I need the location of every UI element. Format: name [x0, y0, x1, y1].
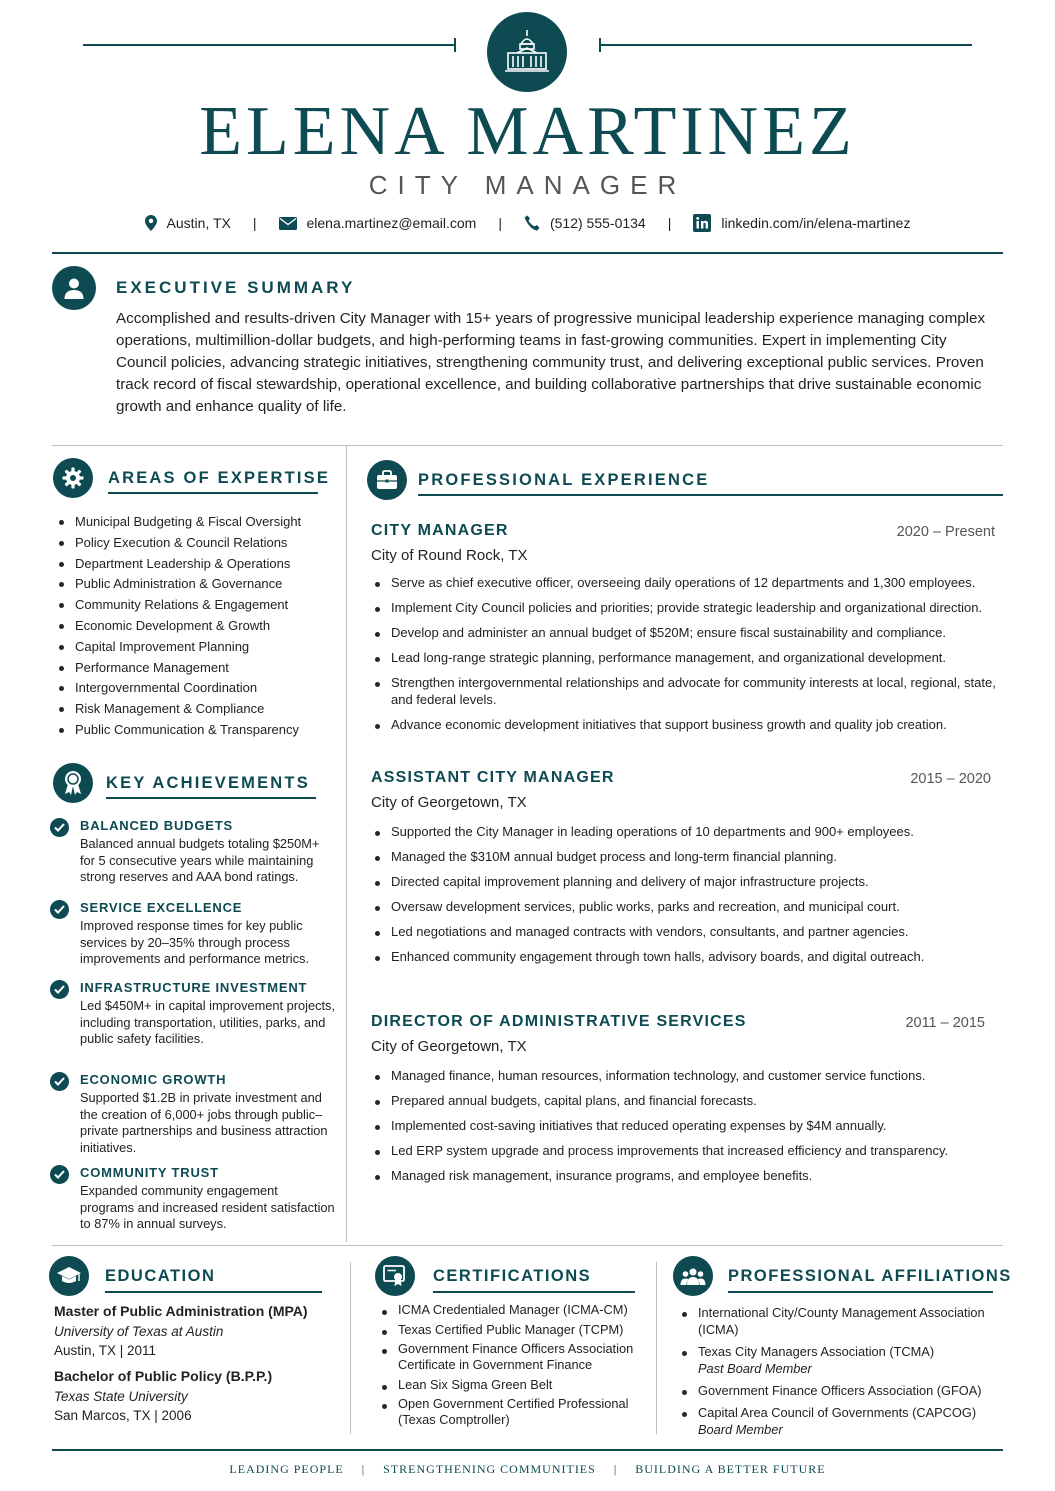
check-icon	[50, 1072, 69, 1091]
certifications-heading: CERTIFICATIONS	[433, 1267, 592, 1285]
experience-underline	[418, 494, 1003, 496]
expertise-heading: AREAS OF EXPERTISE	[108, 469, 331, 487]
location-text: Austin, TX	[166, 215, 231, 231]
footer-separator: |	[361, 1462, 366, 1476]
list-item: Texas Certified Public Manager (TCPM)	[378, 1322, 648, 1338]
job-entry-title: ASSISTANT CITY MANAGER	[371, 769, 615, 786]
header-tick-left	[454, 38, 456, 52]
graduation-cap-icon	[49, 1256, 89, 1296]
affiliations-list	[678, 1304, 998, 1443]
check-icon	[50, 1165, 69, 1184]
email-text[interactable]: elena.martinez@email.com	[306, 215, 477, 231]
list-item: Led ERP system upgrade and process improvements that increased efficiency and transparency.	[371, 1142, 1001, 1159]
people-group-icon	[673, 1256, 713, 1296]
expertise-underline	[108, 492, 318, 494]
job-entry-org: City of Round Rock, TX	[371, 547, 528, 564]
briefcase-icon	[367, 460, 407, 500]
affiliation-name: Texas City Managers Association (TCMA)	[698, 1344, 935, 1359]
affiliation-name: International City/County Management Association (ICMA)	[698, 1305, 985, 1337]
footer-divider	[52, 1449, 1003, 1451]
job-entry-dates: 2020 – Present	[896, 524, 995, 540]
summary-heading: EXECUTIVE SUMMARY	[116, 278, 356, 297]
section-divider	[52, 445, 1003, 446]
check-icon	[50, 900, 69, 919]
list-item: Managed risk management, insurance programs, and employee benefits.	[371, 1167, 1001, 1184]
school-location-year: San Marcos, TX | 2006	[54, 1408, 192, 1423]
list-item: Directed capital improvement planning and delivery of major infrastructure projects.	[371, 873, 1001, 890]
education-entry	[54, 1302, 308, 1361]
affiliation-name: Capital Area Council of Governments (CAPCOG)	[698, 1405, 977, 1420]
achievements-underline	[106, 797, 316, 799]
list-item	[678, 1343, 998, 1377]
phone-text[interactable]: (512) 555-0134	[549, 215, 646, 231]
affiliation-role: Board Member	[698, 1422, 783, 1437]
list-item: Develop and administer an annual budget of $520M; ensure fiscal sustainability and compliance.	[371, 624, 1001, 641]
footer-separator: |	[613, 1462, 618, 1476]
job-entry-title: DIRECTOR OF ADMINISTRATIVE SERVICES	[371, 1013, 747, 1030]
list-item: Led negotiations and managed contracts with vendors, consultants, and partner agencies.	[371, 923, 1001, 940]
job-entry-title: CITY MANAGER	[371, 522, 509, 539]
affiliation-name: Government Finance Officers Association (GFOA)	[698, 1383, 982, 1398]
affiliation-role: Past Board Member	[698, 1361, 812, 1376]
achievement-body: Supported $1.2B in private investment and the creation of 6,000+ jobs through public–private partnerships and business attraction initiatives.	[80, 1090, 328, 1155]
footer-item: STRENGTHENING COMMUNITIES	[383, 1462, 596, 1476]
achievement-title: BALANCED BUDGETS	[80, 818, 233, 833]
job-bullet-list	[371, 1067, 1001, 1192]
footer-item: BUILDING A BETTER FUTURE	[635, 1462, 826, 1476]
linkedin-text[interactable]: linkedin.com/in/elena-martinez	[721, 215, 911, 231]
list-item: Lead long-range strategic planning, performance management, and organizational development.	[371, 649, 1001, 666]
section-divider	[52, 1245, 1003, 1246]
achievements-heading: KEY ACHIEVEMENTS	[106, 774, 310, 792]
achievement-title: ECONOMIC GROWTH	[80, 1072, 227, 1087]
list-item: Policy Execution & Council Relations	[55, 533, 301, 554]
list-item: Government Finance Officers Association Certificate in Government Finance	[378, 1341, 648, 1373]
school-name: University of Texas at Austin	[54, 1323, 224, 1339]
achievement-body: Expanded community engagement programs and increased resident satisfaction to 87% in annual surveys.	[80, 1183, 335, 1231]
list-item: Department Leadership & Operations	[55, 554, 301, 575]
job-entry	[371, 1013, 1001, 1213]
column-divider	[346, 446, 347, 1242]
list-item: Enhanced community engagement through town halls, advisory boards, and digital outreach.	[371, 948, 1001, 965]
expertise-list	[55, 512, 301, 741]
award-ribbon-icon	[53, 763, 93, 803]
achievement-body: Balanced annual budgets totaling $250M+ for 5 consecutive years while maintaining strong reserves and AAA bond ratings.	[80, 836, 320, 884]
job-bullet-list	[371, 574, 1001, 741]
achievement-title: COMMUNITY TRUST	[80, 1165, 219, 1180]
footer-item: LEADING PEOPLE	[229, 1462, 344, 1476]
achievement-body: Improved response times for key public services by 20–35% through process improvements and performance metrics.	[80, 918, 310, 966]
list-item: Community Relations & Engagement	[55, 595, 301, 616]
header-rule-left	[83, 44, 455, 46]
phone-icon	[524, 215, 540, 231]
contact-location	[145, 215, 231, 231]
list-item	[678, 1404, 998, 1438]
education-underline	[105, 1291, 322, 1293]
job-title: CITY MANAGER	[368, 170, 687, 200]
list-item: Lean Six Sigma Green Belt	[378, 1377, 648, 1393]
list-item: Serve as chief executive officer, overseeing daily operations of 12 departments and 1,300 employees.	[371, 574, 1001, 591]
capitol-building-icon	[487, 12, 567, 92]
education-heading: EDUCATION	[105, 1267, 216, 1285]
education-entry	[54, 1367, 272, 1426]
degree-name: Bachelor of Public Policy (B.P.P.)	[54, 1368, 273, 1384]
header-rule-right	[600, 44, 972, 46]
person-icon	[52, 266, 96, 310]
list-item: Prepared annual budgets, capital plans, and financial forecasts.	[371, 1092, 1001, 1109]
list-item: Capital Improvement Planning	[55, 637, 301, 658]
school-location-year: Austin, TX | 2011	[54, 1343, 157, 1358]
list-item: Managed the $310M annual budget process and long-term financial planning.	[371, 848, 1001, 865]
list-item: Strengthen intergovernmental relationships and advocate for community interests at local, regional, state, and federal levels.	[371, 674, 1001, 708]
experience-heading: PROFESSIONAL EXPERIENCE	[418, 471, 710, 489]
job-entry-org: City of Georgetown, TX	[371, 794, 527, 811]
list-item	[678, 1382, 998, 1399]
contact-row	[0, 214, 1055, 232]
achievement-body: Led $450M+ in capital improvement projects, including transportation, utilities, parks, and public safety facilities.	[80, 998, 336, 1046]
affiliations-heading: PROFESSIONAL AFFILIATIONS	[728, 1267, 1012, 1285]
column-divider	[656, 1262, 657, 1434]
job-bullet-list	[371, 823, 1001, 973]
contact-email[interactable]	[279, 215, 477, 231]
affiliations-underline	[728, 1291, 993, 1293]
email-icon	[279, 217, 297, 230]
footer-tagline	[0, 1462, 1055, 1477]
linkedin-icon	[693, 214, 711, 232]
list-item: Oversaw development services, public works, parks and recreation, and municipal court.	[371, 898, 1001, 915]
certifications-list	[378, 1302, 648, 1432]
contact-linkedin[interactable]	[693, 214, 910, 232]
list-item: Intergovernmental Coordination	[55, 678, 301, 699]
achievement-title: INFRASTRUCTURE INVESTMENT	[80, 980, 308, 995]
gear-icon	[53, 458, 93, 498]
list-item: Implemented cost-saving initiatives that reduced operating expenses by $4M annually.	[371, 1117, 1001, 1134]
job-entry	[371, 522, 1001, 752]
check-icon	[50, 980, 69, 999]
school-name: Texas State University	[54, 1388, 188, 1404]
job-entry-dates: 2015 – 2020	[910, 771, 991, 787]
list-item: Economic Development & Growth	[55, 616, 301, 637]
job-entry	[371, 769, 1001, 989]
list-item: Risk Management & Compliance	[55, 699, 301, 720]
check-icon	[50, 818, 69, 837]
column-divider	[350, 1262, 351, 1434]
list-item: Public Administration & Governance	[55, 574, 301, 595]
summary-text: Accomplished and results-driven City Manager with 15+ years of progressive municipal leadership experience managing complex operations, multimillion-dollar budgets, and high-performing teams in fast-growing communities. Expert in implementing City Council policies, advancing strategic initiatives, strengthening community trust, and delivering exceptional public services. Proven track record of fiscal stewardship, operational excellence, and building collaborative partnerships that drive sustainable economic growth and enhance quality of life.	[116, 310, 986, 415]
list-item: Supported the City Manager in leading operations of 10 departments and 900+ employees.	[371, 823, 1001, 840]
list-item: Municipal Budgeting & Fiscal Oversight	[55, 512, 301, 533]
contact-separator: |	[498, 215, 502, 231]
list-item: Advance economic development initiatives that support business growth and quality job creation.	[371, 716, 1001, 733]
contact-separator: |	[252, 215, 257, 231]
list-item	[678, 1304, 998, 1338]
job-entry-org: City of Georgetown, TX	[371, 1038, 527, 1055]
location-pin-icon	[145, 215, 157, 231]
contact-phone[interactable]	[524, 215, 646, 231]
list-item: Performance Management	[55, 658, 301, 679]
degree-name: Master of Public Administration (MPA)	[54, 1303, 308, 1319]
header-divider	[52, 252, 1003, 254]
achievement-title: SERVICE EXCELLENCE	[80, 900, 243, 915]
contact-separator: |	[667, 215, 672, 231]
certificate-icon	[375, 1256, 415, 1296]
certifications-underline	[433, 1291, 635, 1293]
list-item: Implement City Council policies and priorities; provide strategic leadership and organizational direction.	[371, 599, 1001, 616]
list-item: Managed finance, human resources, information technology, and customer service functions.	[371, 1067, 1001, 1084]
job-entry-dates: 2011 – 2015	[905, 1015, 985, 1031]
list-item: Public Communication & Transparency	[55, 720, 301, 741]
candidate-name: ELENA MARTINEZ	[199, 93, 856, 170]
header-tick-right	[599, 38, 601, 52]
list-item: ICMA Credentialed Manager (ICMA-CM)	[378, 1302, 648, 1318]
list-item: Open Government Certified Professional (Texas Comptroller)	[378, 1396, 648, 1428]
